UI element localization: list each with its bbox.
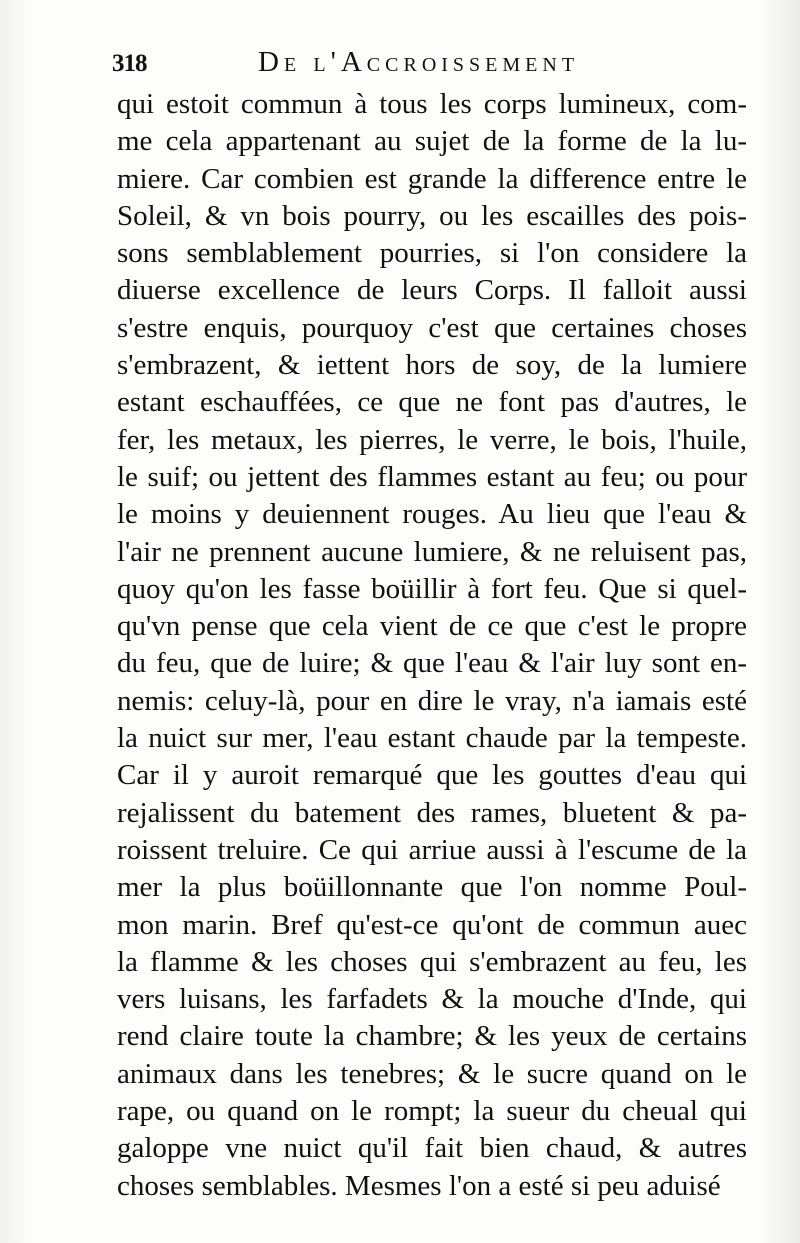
text-line: le moins y deuiennent rouges. Au lieu que l'eau &	[117, 498, 747, 531]
text-line: vers luisans, les farfadets & la mouche d'Inde, qui	[117, 983, 747, 1016]
text-line: qu'vn pense que cela vient de ce que c'est le propre	[117, 610, 747, 643]
text-line: la flamme & les choses qui s'embrazent au feu, les	[117, 945, 747, 978]
text-line: rape, ou quand on le rompt; la sueur du cheual qui	[117, 1095, 747, 1128]
text-line: me cela appartenant au sujet de la forme de la lu-	[117, 125, 747, 158]
text-line: quoy qu'on les fasse boüillir à fort feu. Que si quel-	[117, 572, 747, 605]
text-line: roissent treluire. Ce qui arriue aussi à l'escume de la	[117, 833, 747, 866]
text-line: le suif; ou jettent des flammes estant au feu; ou pour	[117, 460, 747, 493]
body-text	[117, 86, 747, 1205]
text-line: diuerse excellence de leurs Corps. Il falloit aussi	[117, 274, 747, 307]
text-line: mer la plus boüillonnante que l'on nomme Poul-	[117, 871, 747, 904]
text-line: mon marin. Bref qu'est-ce qu'ont de commun auec	[117, 908, 747, 941]
text-line: s'estre enquis, pourquoy c'est que certaines choses	[117, 311, 747, 344]
page-edge-shadow	[760, 0, 800, 1243]
text-line: qui estoit commun à tous les corps lumineux, com-	[117, 88, 747, 120]
page-number: 318	[112, 50, 147, 77]
text-line: rejalissent du batement des rames, bluetent & pa-	[117, 796, 747, 829]
text-line: l'air ne prennent aucune lumiere, & ne reluisent pas,	[117, 535, 747, 568]
text-line: fer, les metaux, les pierres, le verre, le bois, l'huile,	[117, 423, 747, 456]
text-line: s'embrazent, & iettent hors de soy, de la lumiere	[117, 349, 747, 382]
text-line: la nuict sur mer, l'eau estant chaude par la tempeste.	[117, 722, 747, 755]
text-line: choses semblables. Mesmes l'on a esté si peu aduisé	[117, 1169, 721, 1202]
text-line: galoppe vne nuict qu'il fait bien chaud, & autres	[117, 1132, 747, 1165]
text-line: du feu, que de luire; & que l'eau & l'air luy sont en-	[117, 647, 747, 680]
text-line: miere. Car combien est grande la difference entre le	[117, 162, 747, 195]
text-line: Car il y auroit remarqué que les gouttes d'eau qui	[117, 759, 747, 792]
page-header	[112, 40, 632, 84]
text-line: rend claire toute la chambre; & les yeux de certains	[117, 1020, 747, 1053]
text-line: Soleil, & vn bois pourry, ou les escailles des pois-	[117, 199, 747, 232]
text-line: animaux dans les tenebres; & le sucre quand on le	[117, 1057, 747, 1090]
page-gutter-shadow	[0, 0, 30, 1243]
running-title: De l'Accroissement	[258, 46, 580, 78]
text-line: sons semblablement pourries, si l'on considere la	[117, 237, 747, 270]
text-line: nemis: celuy-là, pour en dire le vray, n'a iamais esté	[117, 684, 747, 717]
text-line: estant eschauffées, ce que ne font pas d'autres, le	[117, 386, 747, 419]
